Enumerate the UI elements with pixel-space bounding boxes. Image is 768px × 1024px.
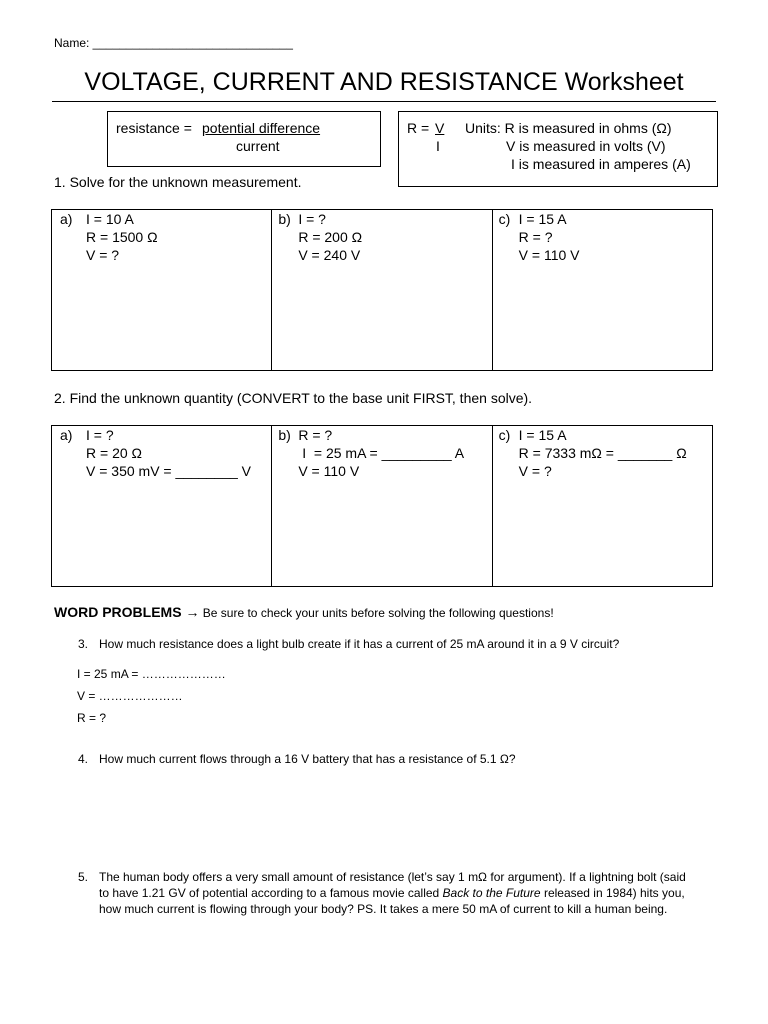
r-numerator-v: V: [435, 120, 445, 136]
section1-cell-b[interactable]: [272, 210, 492, 370]
q3-work-voltage: V = …………………: [77, 689, 183, 703]
cell-line: R = 7333 mΩ = _______ Ω: [518, 445, 687, 461]
question-text: [99, 869, 699, 917]
question-number: 4.: [78, 752, 89, 766]
units-line-volts: V is measured in volts (V): [506, 138, 666, 154]
word-problems-heading: [54, 604, 554, 620]
cell-line: V = 350 mV = ________ V: [86, 463, 252, 479]
q5-movie-title: Back to the Future: [442, 886, 541, 900]
cell-label: a): [60, 427, 73, 443]
r-denominator-i: I: [436, 138, 440, 154]
section2-grid: [51, 425, 713, 587]
worksheet-title: VOLTAGE, CURRENT AND RESISTANCE Worksheet: [84, 68, 684, 96]
cell-line: R = ?: [298, 427, 333, 443]
question-number: 5.: [78, 870, 89, 884]
question-5: [78, 869, 718, 939]
cell-line: R = ?: [518, 229, 553, 245]
q3-work-current: I = 25 mA = …………………: [77, 667, 226, 681]
units-line-ohms: Units: R is measured in ohms (Ω): [465, 120, 672, 136]
formula-denominator: current: [236, 138, 280, 154]
q5-text-part-1: The human body offers a very small amount of resistance (let’s say 1 mΩ for argument). If a lightning bolt (said to have 1.21 GV of potential according to a famous movie called: [99, 870, 686, 900]
section2-cell-b[interactable]: [272, 426, 492, 586]
cell-label: c): [498, 211, 511, 227]
cell-line: I = 10 A: [86, 211, 134, 227]
section1-cell-a[interactable]: [52, 210, 272, 370]
question-number: 3.: [78, 637, 89, 651]
title-divider: [52, 101, 716, 102]
cell-line: I = ?: [86, 427, 114, 443]
cell-line: V = 110 V: [298, 463, 360, 479]
question-text: How much current flows through a 16 V battery that has a resistance of 5.1 Ω?: [99, 752, 516, 766]
cell-line: I = 25 mA = _________ A: [298, 445, 465, 461]
cell-line: V = ?: [518, 463, 552, 479]
cell-line: V = 110 V: [518, 247, 580, 263]
r-equals: R =: [407, 120, 430, 136]
cell-label: c): [498, 427, 511, 443]
section1-cell-c[interactable]: [493, 210, 712, 370]
cell-label: b): [278, 427, 291, 443]
section2-cell-c[interactable]: [493, 426, 712, 586]
formula-numerator: potential difference: [202, 120, 321, 136]
section2-cell-a[interactable]: [52, 426, 272, 586]
q5-text-part-2: released in 1984) hits you, how much current is flowing through your body? PS. It takes a mere 50 mA of current to kill a human being.: [99, 886, 685, 916]
cell-line: R = 1500 Ω: [86, 229, 158, 245]
section2-instruction: 2. Find the unknown quantity (CONVERT to the base unit FIRST, then solve).: [54, 390, 533, 406]
cell-line: R = 200 Ω: [298, 229, 363, 245]
cell-line: I = ?: [298, 211, 326, 227]
cell-label: b): [278, 211, 291, 227]
cell-line: R = 20 Ω: [86, 445, 142, 461]
q3-work-resistance: R = ?: [77, 711, 107, 725]
cell-label: a): [60, 211, 73, 227]
resistance-formula-box: [107, 111, 381, 167]
name-field-label: Name: ______________________________: [54, 36, 293, 50]
formula-prefix: resistance =: [116, 120, 192, 136]
cell-line: I = 15 A: [518, 427, 567, 443]
word-problems-title: WORD PROBLEMS →: [54, 604, 200, 620]
question-text: How much resistance does a light bulb create if it has a current of 25 mA around it in a 9 V circuit?: [99, 637, 620, 651]
section1-instruction: 1. Solve for the unknown measurement.: [54, 174, 302, 190]
section1-grid: [51, 209, 713, 371]
units-line-amperes: I is measured in amperes (A): [511, 156, 691, 172]
cell-line: V = 240 V: [298, 247, 361, 263]
cell-line: I = 15 A: [518, 211, 567, 227]
word-problems-note: Be sure to check your units before solving the following questions!: [199, 606, 554, 620]
cell-line: V = ?: [86, 247, 120, 263]
units-box: [398, 111, 718, 187]
